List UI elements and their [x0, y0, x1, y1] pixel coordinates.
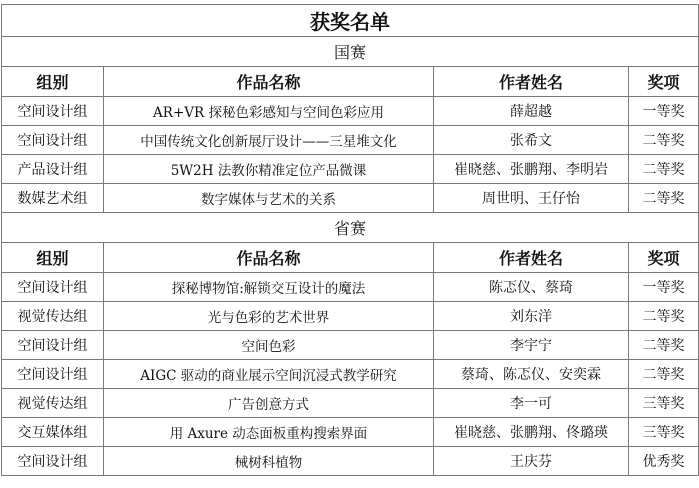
- award-cell: 二等奖: [629, 302, 699, 331]
- award-cell: 一等奖: [629, 273, 699, 302]
- group-cell: 产品设计组: [2, 155, 104, 184]
- award-cell: 三等奖: [629, 418, 699, 447]
- award-cell: 二等奖: [629, 331, 699, 360]
- authors-cell: 周世明、王仔怡: [434, 184, 629, 213]
- table-title: 获奖名单: [2, 5, 699, 37]
- header-authors: 作者姓名: [434, 243, 629, 273]
- group-cell: 空间设计组: [2, 360, 104, 389]
- section-row-national: [2, 37, 699, 67]
- group-cell: 交互媒体组: [2, 418, 104, 447]
- work-cell: 探秘博物馆:解锁交互设计的魔法: [104, 273, 434, 302]
- header-row-provincial: [2, 243, 699, 273]
- table-row: [2, 126, 699, 155]
- title-row: [2, 5, 699, 37]
- table-row: [2, 302, 699, 331]
- table-row: [2, 418, 699, 447]
- header-group: 组别: [2, 243, 104, 273]
- header-award: 奖项: [629, 243, 699, 273]
- section-row-provincial: [2, 213, 699, 243]
- award-cell: 二等奖: [629, 155, 699, 184]
- group-cell: 视觉传达组: [2, 389, 104, 418]
- table-row: [2, 360, 699, 389]
- award-cell: 二等奖: [629, 360, 699, 389]
- work-cell: 光与色彩的艺术世界: [104, 302, 434, 331]
- group-cell: 空间设计组: [2, 331, 104, 360]
- header-award: 奖项: [629, 67, 699, 97]
- table-row: [2, 155, 699, 184]
- header-group: 组别: [2, 67, 104, 97]
- group-cell: 空间设计组: [2, 97, 104, 126]
- authors-cell: 薛超越: [434, 97, 629, 126]
- work-cell: 数字媒体与艺术的关系: [104, 184, 434, 213]
- work-cell: 用 Axure 动态面板重构搜索界面: [104, 418, 434, 447]
- section-label-provincial: 省赛: [2, 213, 699, 243]
- table-row: [2, 331, 699, 360]
- authors-cell: 张希文: [434, 126, 629, 155]
- table-row: [2, 273, 699, 302]
- work-cell: 械树科植物: [104, 447, 434, 476]
- group-cell: 视觉传达组: [2, 302, 104, 331]
- authors-cell: 李一可: [434, 389, 629, 418]
- work-cell: 中国传统文化创新展厅设计——三星堆文化: [104, 126, 434, 155]
- award-cell: 二等奖: [629, 126, 699, 155]
- table-row: [2, 447, 699, 476]
- authors-cell: 崔晓慈、张鹏翔、李明岩: [434, 155, 629, 184]
- award-cell: 二等奖: [629, 184, 699, 213]
- authors-cell: 蔡琦、陈忑仪、安奕霖: [434, 360, 629, 389]
- section-label-national: 国赛: [2, 37, 699, 67]
- authors-cell: 崔晓慈、张鹏翔、佟璐瑛: [434, 418, 629, 447]
- table-row: [2, 97, 699, 126]
- header-row-national: [2, 67, 699, 97]
- work-cell: 空间色彩: [104, 331, 434, 360]
- authors-cell: 王庆芬: [434, 447, 629, 476]
- awards-table-body: [2, 5, 699, 476]
- authors-cell: 刘东洋: [434, 302, 629, 331]
- table-row: [2, 389, 699, 418]
- award-cell: 一等奖: [629, 97, 699, 126]
- award-cell: 优秀奖: [629, 447, 699, 476]
- award-cell: 三等奖: [629, 389, 699, 418]
- awards-table: [1, 4, 699, 476]
- work-cell: AIGC 驱动的商业展示空间沉浸式教学研究: [104, 360, 434, 389]
- header-authors: 作者姓名: [434, 67, 629, 97]
- header-work: 作品名称: [104, 243, 434, 273]
- group-cell: 空间设计组: [2, 126, 104, 155]
- table-row: [2, 184, 699, 213]
- header-work: 作品名称: [104, 67, 434, 97]
- group-cell: 数媒艺术组: [2, 184, 104, 213]
- work-cell: AR+VR 探秘色彩感知与空间色彩应用: [104, 97, 434, 126]
- work-cell: 5W2H 法教你精准定位产品微课: [104, 155, 434, 184]
- authors-cell: 李宇宁: [434, 331, 629, 360]
- authors-cell: 陈忑仪、蔡琦: [434, 273, 629, 302]
- group-cell: 空间设计组: [2, 447, 104, 476]
- group-cell: 空间设计组: [2, 273, 104, 302]
- work-cell: 广告创意方式: [104, 389, 434, 418]
